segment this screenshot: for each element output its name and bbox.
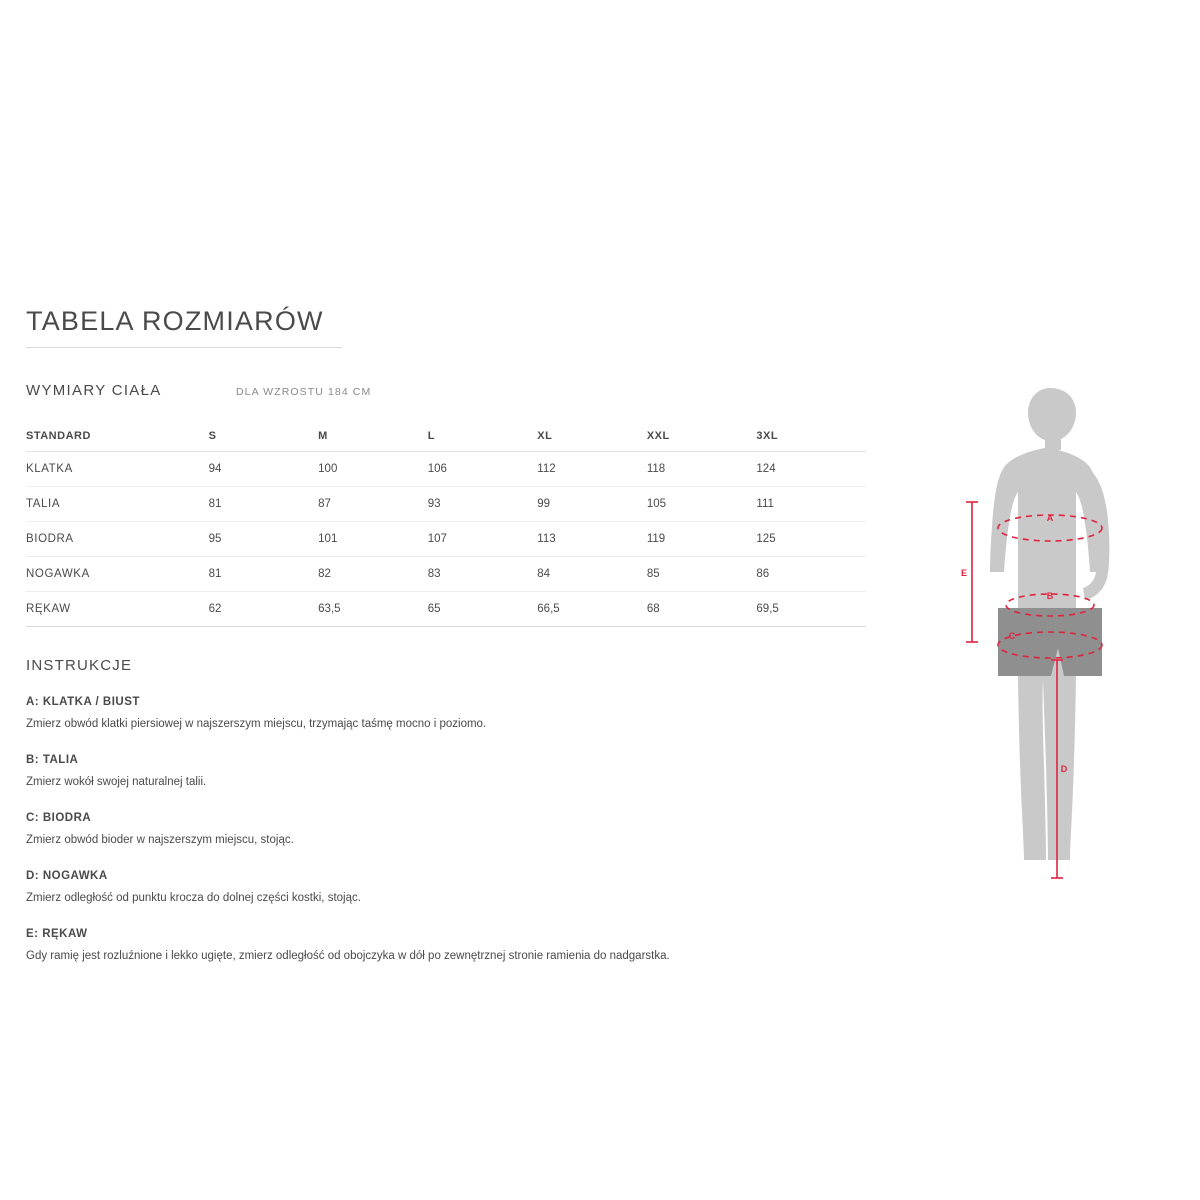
instruction-text: Gdy ramię jest rozluźnione i lekko ugięte, zmierz odległość od obojczyka w dół po zewnętrznej stronie ramienia do nadgarstka. (26, 950, 670, 963)
instruction-item-a (26, 696, 866, 732)
table-header-cell: STANDARD (26, 430, 91, 442)
row-value: 86 (756, 568, 770, 580)
table-row (26, 452, 866, 487)
instruction-item-d (26, 870, 866, 906)
instruction-item-c (26, 812, 866, 848)
row-value: 99 (537, 498, 551, 510)
body-measurements-header (26, 382, 866, 399)
body-measurement-diagram (950, 380, 1180, 920)
instruction-label: A: KLATKA / BIUST (26, 696, 140, 708)
row-value: 119 (646, 533, 666, 545)
instruction-label: D: NOGAWKA (26, 870, 108, 883)
size-table (26, 419, 866, 627)
size-table-body (26, 452, 866, 627)
row-value: 68 (646, 603, 660, 615)
row-value: 62 (208, 603, 222, 615)
row-value: 63,5 (318, 603, 341, 615)
table-header-cell: L (427, 430, 435, 442)
section-title-body: WYMIARY CIAŁA (26, 382, 162, 399)
instruction-item-e (26, 928, 866, 964)
row-value: 84 (537, 568, 551, 580)
row-value: 66,5 (537, 603, 560, 615)
marker-label-d: D (1060, 764, 1068, 774)
row-value: 87 (318, 498, 331, 510)
table-row (26, 557, 866, 592)
shorts-shape (998, 608, 1102, 676)
instructions-title: INSTRUKCJE (26, 657, 133, 674)
marker-label-e: E (960, 568, 968, 578)
table-row (26, 592, 866, 627)
row-value: 69,5 (756, 603, 779, 615)
row-label: RĘKAW (26, 603, 71, 615)
row-value: 107 (427, 533, 447, 545)
table-header-cell: S (208, 430, 217, 442)
instruction-label: C: BIODRA (26, 812, 92, 825)
sleeve-measure-line (966, 502, 978, 642)
marker-label-c: C (1008, 631, 1016, 641)
row-value: 65 (427, 603, 441, 615)
row-value: 82 (318, 568, 331, 580)
instruction-item-b (26, 754, 866, 790)
table-row (26, 522, 866, 557)
table-row (26, 487, 866, 522)
row-value: 112 (537, 463, 556, 475)
row-value: 83 (427, 568, 441, 580)
row-value: 81 (208, 498, 222, 510)
table-header-cell: XXL (646, 430, 670, 442)
instruction-label: E: RĘKAW (26, 928, 88, 941)
marker-label-b: B (1046, 591, 1054, 601)
row-label: NOGAWKA (26, 568, 90, 580)
row-label: KLATKA (26, 463, 73, 475)
row-value: 81 (208, 568, 222, 580)
row-value: 118 (646, 463, 666, 475)
table-header-cell: M (318, 430, 328, 442)
page-title: TABELA ROZMIARÓW (26, 306, 342, 348)
left-content (26, 306, 866, 964)
row-value: 95 (208, 533, 222, 545)
row-value: 105 (646, 498, 667, 510)
row-value: 106 (427, 463, 447, 475)
row-value: 94 (208, 463, 222, 475)
section-note-height: DLA WZROSTU 184 CM (236, 386, 372, 398)
instruction-text: Zmierz wokół swojej naturalnej talii. (26, 776, 207, 789)
instruction-text: Zmierz obwód bioder w najszerszym miejscu, stojąc. (26, 834, 294, 847)
row-value: 85 (646, 568, 660, 580)
row-value: 113 (537, 533, 556, 545)
marker-label-a: A (1046, 513, 1054, 523)
instruction-text: Zmierz obwód klatki piersiowej w najszerszym miejscu, trzymając taśmę mocno i poziomo. (26, 718, 487, 730)
row-value: 111 (756, 498, 774, 510)
row-value: 101 (318, 533, 338, 545)
row-value: 124 (756, 463, 776, 475)
instruction-text: Zmierz odległość od punktu krocza do dolnej części kostki, stojąc. (26, 892, 361, 905)
row-value: 125 (756, 533, 776, 545)
table-header-row (26, 419, 866, 452)
row-value: 93 (427, 498, 441, 510)
instruction-label: B: TALIA (26, 754, 79, 767)
row-label: BIODRA (26, 533, 74, 545)
row-value: 100 (318, 463, 338, 475)
row-label: TALIA (26, 498, 61, 510)
table-header-cell: XL (537, 430, 553, 442)
table-header-cell: 3XL (756, 430, 779, 442)
size-table-head (26, 419, 866, 452)
